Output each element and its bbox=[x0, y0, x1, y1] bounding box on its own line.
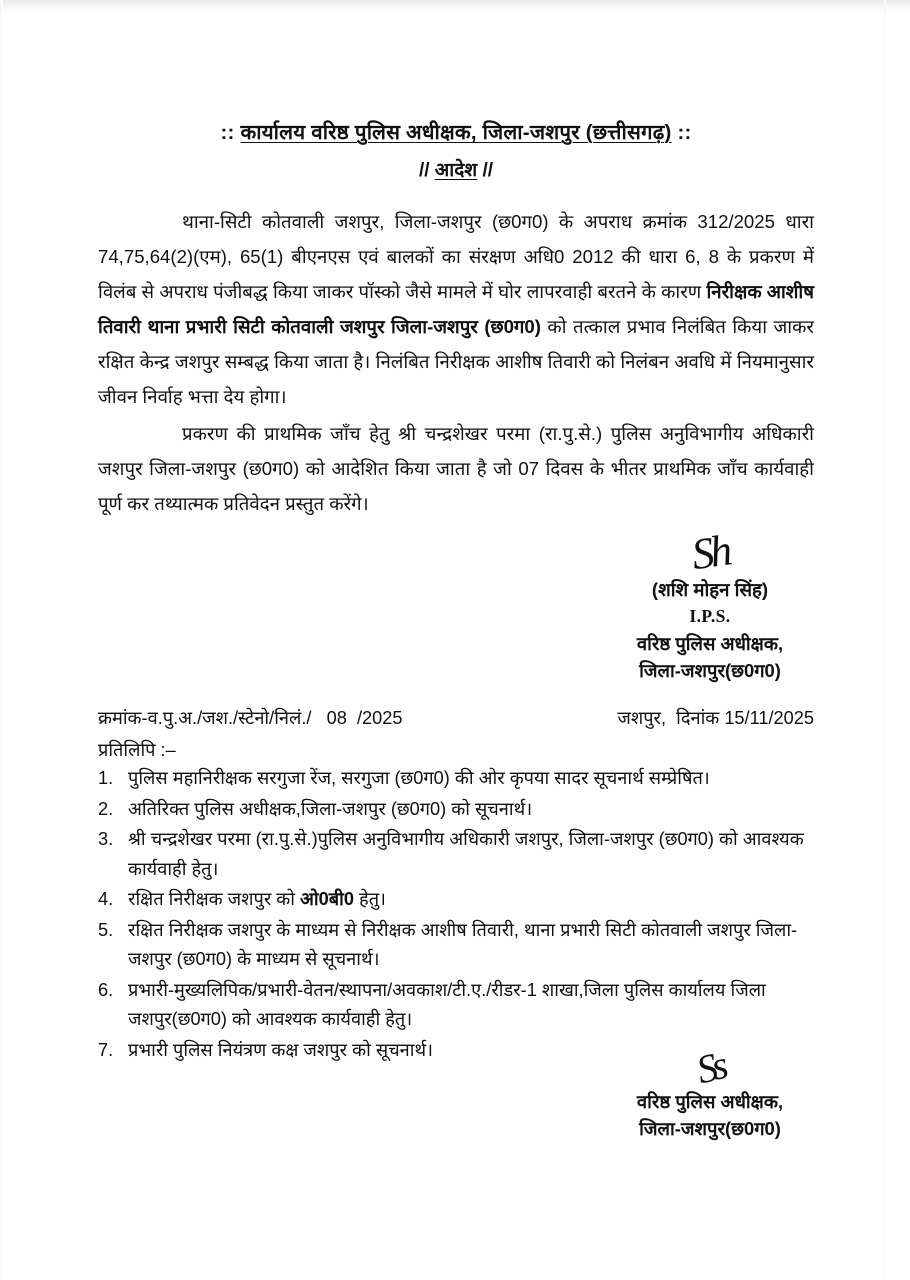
paragraph-1-text-before: थाना-सिटी कोतवाली जशपुर, जिला-जशपुर (छ0ग0) के अपराध क्रमांक 312/2025 धारा 74,75,64(2)(एम), 65(1) बीएनएस एवं बालकों का संरक्षण अधि0 2012 की धारा 6, 8 के प्रकरण में विलंब से अपराध पंजीबद्ध किया जाकर पॉस्को जैसे मामले में घोर लापरवाही बरतने के कारण bbox=[98, 211, 814, 302]
list-item-text-before: रक्षित निरीक्षक जशपुर को bbox=[128, 889, 301, 909]
list-item bbox=[98, 825, 814, 884]
signatory-district: जिला-जशपुर(छ0ग0) bbox=[639, 1118, 781, 1139]
paragraph-1-text-after: को तत्काल प्रभाव निलंबित किया जाकर रक्षित केन्द्र जशपुर सम्बद्ध किया जाता है। निलंबित निरीक्षक आशीष तिवारी को निलंबन अवधि में नियमानुसार जीवन निर्वाह भत्ता देय होगा। bbox=[98, 316, 814, 407]
reference-row bbox=[98, 706, 814, 730]
list-item-number: 5. bbox=[98, 919, 114, 940]
signature-block-lower bbox=[560, 1042, 860, 1142]
reference-number-value: 08 bbox=[326, 708, 347, 728]
signature-block-upper bbox=[560, 525, 860, 684]
copy-to-label: प्रतिलिपि :– bbox=[98, 740, 176, 760]
distribution-list bbox=[98, 764, 814, 1066]
list-item bbox=[98, 795, 814, 825]
handwritten-signature-icon: Ss bbox=[692, 1042, 728, 1093]
list-item-text: प्रभारी-मुख्यलिपिक/प्रभारी-वेतन/स्थापना/अवकाश/टी.ए./रीडर-1 शाखा,जिला पुलिस कार्यालय जिला जशपुर(छ0ग0) को आवश्यक कार्यवाही हेतु। bbox=[128, 979, 766, 1029]
document-header bbox=[98, 118, 814, 182]
paragraph-inquiry: प्रकरण की प्राथमिक जॉंच हेतु श्री चन्द्रशेखर परमा (रा.पु.से.) पुलिस अनुविभागीय अधिकारी जशपुर जिला-जशपुर (छ0ग0) को आदेशित किया जाता है जो 07 दिवस के भीतर प्राथमिक जॉंच कार्यवाही पूर्ण कर तथ्यात्मक प्रतिवेदन प्रस्तुत करेंगे। bbox=[98, 423, 814, 514]
document-content bbox=[98, 0, 814, 521]
paragraph-1-officer-details: निरीक्षक आशीष तिवारी थाना प्रभारी सिटी कोतवाली जशपुर जिला-जशपुर (छ0ग0) bbox=[98, 281, 814, 337]
reference-number-label: क्रमांक-व.पु.अ./जश./स्टेनो/निलं./ bbox=[98, 708, 312, 728]
list-item-text: प्रभारी पुलिस नियंत्रण कक्ष जशपुर को सूचनार्थ। bbox=[128, 1039, 434, 1060]
signatory-name: (शशि मोहन सिंह) bbox=[651, 579, 769, 600]
list-item-text: अतिरिक्त पुलिस अधीक्षक,जिला-जशपुर (छ0ग0) को सूचनार्थ। bbox=[128, 798, 533, 819]
list-item bbox=[98, 764, 814, 794]
office-suffix-marks: :: bbox=[677, 121, 692, 144]
list-item-number: 4. bbox=[98, 889, 114, 909]
list-item-text: पुलिस महानिरीक्षक सरगुजा रेंज, सरगुजा (छ0ग0) की ओर कृपया सादर सूचनार्थ सम्प्रेषित। bbox=[128, 768, 710, 788]
order-suffix-marks: // bbox=[482, 160, 494, 181]
paragraph-suspension bbox=[98, 204, 814, 414]
document-body bbox=[98, 204, 814, 521]
office-prefix-marks: :: bbox=[220, 121, 235, 144]
order-title-line bbox=[98, 156, 814, 182]
list-item-text: श्री चन्द्रशेखर परमा (रा.पु.से.)पुलिस अनुविभागीय अधिकारी जशपुर, जिला-जशपुर (छ0ग0) को आवश्यक कार्यवाही हेतु। bbox=[128, 829, 804, 879]
office-title-line bbox=[98, 118, 814, 146]
list-item-number: 3. bbox=[98, 829, 114, 849]
signatory-district: जिला-जशपुर(छ0ग0) bbox=[639, 660, 781, 681]
list-item bbox=[98, 916, 814, 975]
order-title: आदेश bbox=[434, 160, 478, 181]
list-item-text-emphasis: ओ0बी0 bbox=[300, 889, 354, 909]
office-title: कार्यालय वरिष्ठ पुलिस अधीक्षक, जिला-जशपुर (छत्तीसगढ़) bbox=[240, 121, 672, 144]
reference-number-year: /2025 bbox=[356, 708, 403, 728]
scan-right-edge bbox=[884, 0, 886, 1280]
signatory-service: I.P.S. bbox=[689, 606, 731, 626]
list-item-number: 7. bbox=[98, 1039, 114, 1060]
list-item-number: 2. bbox=[98, 798, 114, 819]
order-prefix-marks: // bbox=[418, 160, 430, 181]
list-item-text: रक्षित निरीक्षक जशपुर के माध्यम से निरीक्षक आशीष तिवारी, थाना प्रभारी सिटी कोतवाली जशपुर जिला-जशपुर (छ0ग0) के माध्यम से सूचनार्थ। bbox=[128, 919, 798, 969]
list-item-number: 1. bbox=[98, 768, 114, 788]
list-item-number: 6. bbox=[98, 979, 114, 1000]
reference-number bbox=[98, 706, 402, 730]
list-item bbox=[98, 885, 814, 915]
scan-left-edge bbox=[0, 0, 3, 1280]
handwritten-signature-icon: Sh bbox=[688, 525, 732, 580]
list-item bbox=[98, 976, 814, 1035]
signatory-designation: वरिष्ठ पुलिस अधीक्षक, bbox=[636, 633, 784, 654]
list-item-text-after: हेतु। bbox=[353, 889, 386, 909]
place-and-date: जशपुर, दिनांक 15/11/2025 bbox=[617, 708, 814, 728]
signatory-designation: वरिष्ठ पुलिस अधीक्षक, bbox=[636, 1091, 784, 1112]
